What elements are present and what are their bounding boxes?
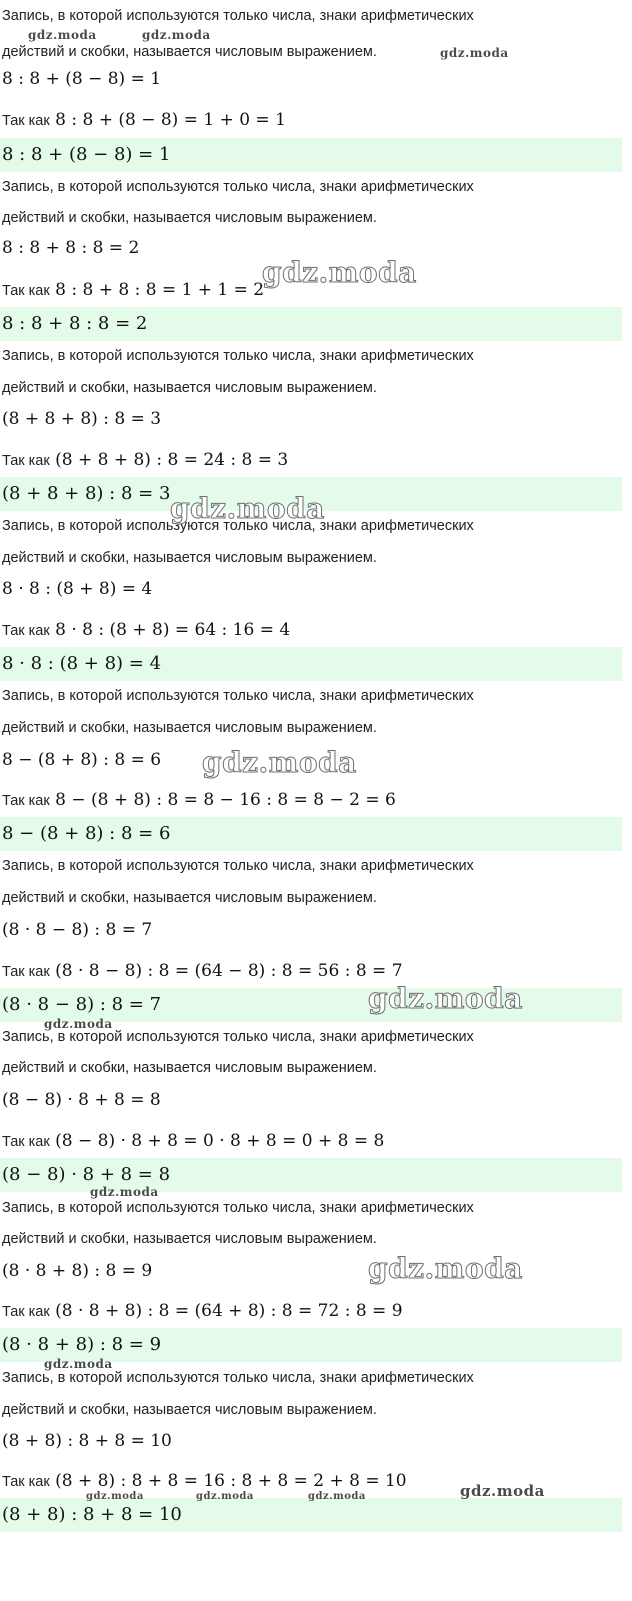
definition-line-2: действий и скобки, называется числовым выражением. [2,1231,377,1247]
watermark: gdz.moda [86,1491,144,1502]
check-line [2,789,396,812]
because-label: Так как [2,1304,50,1320]
definition-line-2: действий и скобки, называется числовым выражением. [2,1402,377,1418]
check-expression: 8 : 8 + 8 : 8 = 1 + 1 = 2 [55,280,265,300]
check-line [2,619,290,642]
because-label: Так как [2,453,50,469]
definition-line-2: действий и скобки, называется числовым выражением. [2,210,377,226]
numeric-expression: 8 − (8 + 8) : 8 = 6 [2,750,162,770]
because-label: Так как [2,1474,50,1490]
check-expression: (8 + 8) : 8 + 8 = 16 : 8 + 8 = 2 + 8 = 10 [55,1471,407,1491]
answer-expression: (8 − 8) · 8 + 8 = 8 [2,1164,171,1185]
check-expression: (8 · 8 + 8) : 8 = (64 + 8) : 8 = 72 : 8 = 9 [55,1301,403,1321]
check-line [2,1470,407,1493]
answer-expression: 8 : 8 + (8 − 8) = 1 [2,144,171,165]
watermark: gdz.moda [142,28,211,42]
check-line [2,279,264,302]
check-expression: (8 − 8) · 8 + 8 = 0 · 8 + 8 = 0 + 8 = 8 [55,1131,385,1151]
watermark: gdz.moda [368,1252,523,1285]
definition-line-1: Запись, в которой используются только числа, знаки арифметических [2,348,474,364]
check-expression: 8 : 8 + (8 − 8) = 1 + 0 = 1 [55,110,286,130]
numeric-expression: 8 · 8 : (8 + 8) = 4 [2,579,153,599]
watermark: gdz.moda [44,1017,113,1031]
watermark: gdz.moda [90,1185,159,1199]
check-line [2,960,403,983]
because-label: Так как [2,964,50,980]
answer-band [0,988,622,1022]
check-expression: (8 · 8 − 8) : 8 = (64 − 8) : 8 = 56 : 8 = 7 [55,961,403,981]
numeric-expression: 8 : 8 + (8 − 8) = 1 [2,69,162,89]
numeric-expression: (8 + 8 + 8) : 8 = 3 [2,409,162,429]
numeric-expression: (8 · 8 − 8) : 8 = 7 [2,920,153,940]
definition-line-1: Запись, в которой используются только числа, знаки арифметических [2,1200,474,1216]
answer-expression: (8 · 8 − 8) : 8 = 7 [2,994,162,1015]
watermark: gdz.moda [44,1357,113,1371]
definition-line-1: Запись, в которой используются только числа, знаки арифметических [2,179,474,195]
because-label: Так как [2,1134,50,1150]
check-line [2,109,286,132]
definition-line-1: Запись, в которой используются только числа, знаки арифметических [2,1370,474,1386]
check-line [2,1130,384,1153]
answer-band [0,477,622,511]
watermark: gdz.moda [28,28,97,42]
because-label: Так как [2,623,50,639]
watermark: gdz.moda [202,746,357,779]
check-line [2,449,288,472]
numeric-expression: (8 · 8 + 8) : 8 = 9 [2,1261,153,1281]
answer-expression: (8 + 8) : 8 + 8 = 10 [2,1504,182,1525]
definition-line-2: действий и скобки, называется числовым выражением. [2,890,377,906]
because-label: Так как [2,793,50,809]
because-label: Так как [2,113,50,129]
watermark: gdz.moda [262,256,417,289]
answer-expression: 8 : 8 + 8 : 8 = 2 [2,313,148,334]
definition-line-2: действий и скобки, называется числовым выражением. [2,44,377,60]
answer-band [0,1498,622,1532]
definition-line-1: Запись, в которой используются только числа, знаки арифметических [2,8,474,24]
watermark: gdz.moda [170,492,325,525]
definition-line-1: Запись, в которой используются только числа, знаки арифметических [2,1029,474,1045]
watermark: gdz.moda [308,1491,366,1502]
numeric-expression: (8 + 8) : 8 + 8 = 10 [2,1431,172,1451]
definition-line-1: Запись, в которой используются только числа, знаки арифметических [2,688,474,704]
because-label: Так как [2,283,50,299]
check-expression: 8 · 8 : (8 + 8) = 64 : 16 = 4 [55,620,291,640]
definition-line-2: действий и скобки, называется числовым выражением. [2,1060,377,1076]
definition-line-1: Запись, в которой используются только числа, знаки арифметических [2,858,474,874]
answer-band [0,307,622,341]
answer-expression: 8 · 8 : (8 + 8) = 4 [2,653,162,674]
definition-line-1: Запись, в которой используются только числа, знаки арифметических [2,518,474,534]
answer-band [0,1328,622,1362]
watermark: gdz.moda [460,1482,545,1500]
numeric-expression: 8 : 8 + 8 : 8 = 2 [2,238,140,258]
watermark: gdz.moda [440,46,509,60]
check-line [2,1300,403,1323]
answer-expression: 8 − (8 + 8) : 8 = 6 [2,823,171,844]
answer-expression: (8 + 8 + 8) : 8 = 3 [2,483,171,504]
watermark: gdz.moda [196,1491,254,1502]
answer-band [0,1158,622,1192]
definition-line-2: действий и скобки, называется числовым выражением. [2,550,377,566]
answer-band [0,138,622,172]
check-expression: (8 + 8 + 8) : 8 = 24 : 8 = 3 [55,450,289,470]
answer-band [0,647,622,681]
definition-line-2: действий и скобки, называется числовым выражением. [2,380,377,396]
answer-band [0,817,622,851]
check-expression: 8 − (8 + 8) : 8 = 8 − 16 : 8 = 8 − 2 = 6 [55,790,396,810]
answer-expression: (8 · 8 + 8) : 8 = 9 [2,1334,162,1355]
definition-line-2: действий и скобки, называется числовым выражением. [2,720,377,736]
numeric-expression: (8 − 8) · 8 + 8 = 8 [2,1090,161,1110]
watermark: gdz.moda [368,982,523,1015]
